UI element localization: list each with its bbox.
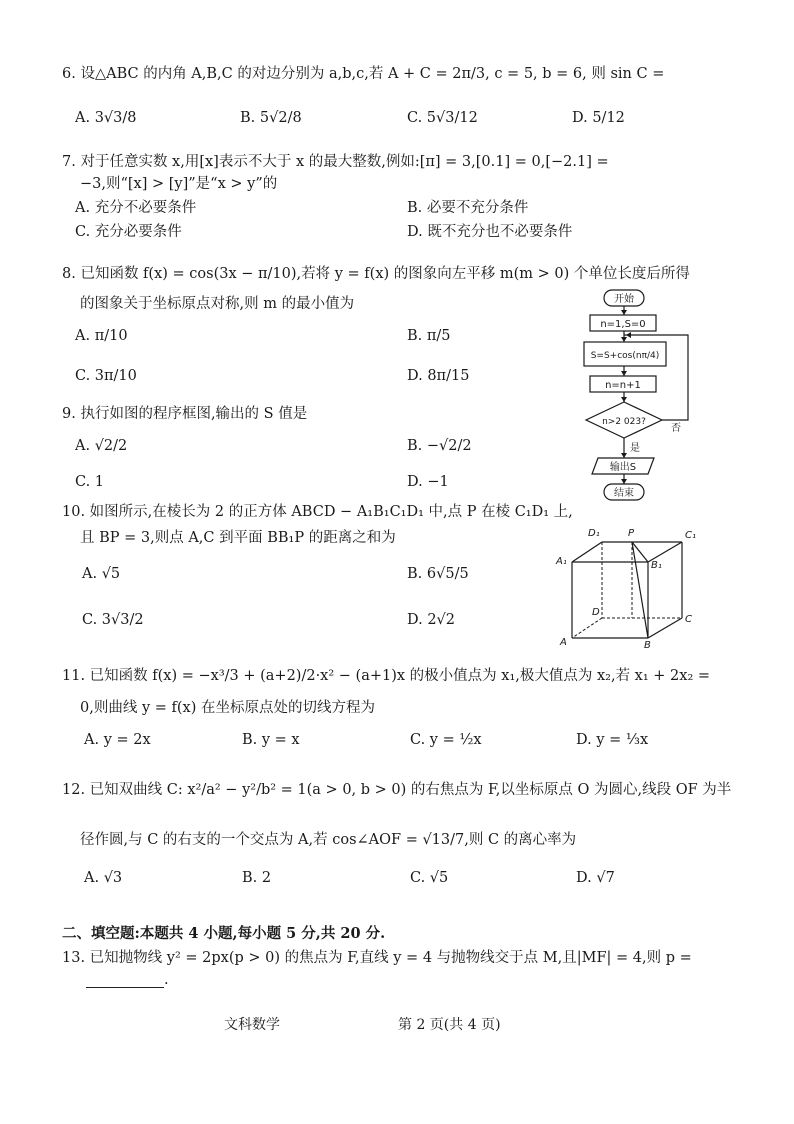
- q7-stem-line1: 7. 对于任意实数 x,用[x]表示不大于 x 的最大整数,例如:[π] = 3,[0.1] = 0,[−2.1] =: [62, 154, 609, 170]
- q9-option-a: A. √2/2: [75, 438, 128, 454]
- q11-option-d: D. y = ⅓x: [576, 732, 649, 748]
- flow-no-label: 否: [671, 423, 681, 434]
- q13-stem-line1: 13. 已知抛物线 y² = 2px(p > 0) 的焦点为 F,直线 y = 4 与抛物线交于点 M,且|MF| = 4,则 p =: [62, 950, 692, 966]
- q12-stem-line2: 径作圆,与 C 的右支的一个交点为 A,若 cos∠AOF = √13/7,则 C 的离心率为: [80, 832, 577, 848]
- q12-option-a: A. √3: [84, 870, 123, 886]
- footer-page-number: 第 2 页(共 4 页): [398, 1017, 501, 1033]
- q6-option-a: A. 3√3/8: [75, 110, 137, 126]
- section-2-heading: 二、填空题:本题共 4 小题,每小题 5 分,共 20 分.: [62, 925, 386, 942]
- flow-output-label: 输出S: [609, 462, 637, 473]
- flow-start-label: 开始: [614, 294, 634, 305]
- q7-stem-line2: −3,则“[x] > [y]”是“x > y”的: [80, 176, 278, 192]
- cube-label-d1: D₁: [588, 528, 600, 539]
- q12-stem-line1: 12. 已知双曲线 C: x²/a² − y²/b² = 1(a > 0, b > 0) 的右焦点为 F,以坐标原点 O 为圆心,线段 OF 为半: [62, 782, 732, 798]
- q8-option-c: C. 3π/10: [75, 368, 137, 384]
- q11-option-c: C. y = ½x: [410, 732, 482, 748]
- q13-answer-line: [80, 972, 169, 988]
- q10-stem-line2: 且 BP = 3,则点 A,C 到平面 BB₁P 的距离之和为: [80, 530, 396, 546]
- q12-option-d: D. √7: [576, 870, 615, 886]
- q6-option-b: B. 5√2/8: [240, 110, 302, 126]
- cube-label-c1: C₁: [685, 530, 696, 541]
- q12-option-b: B. 2: [242, 870, 272, 886]
- cube-label-b1: B₁: [651, 560, 662, 571]
- q9-option-d: D. −1: [407, 474, 449, 490]
- q10-option-a: A. √5: [82, 566, 121, 582]
- q9-option-c: C. 1: [75, 474, 105, 490]
- flow-yes-label: 是: [630, 443, 640, 454]
- flow-update-label: S=S+cos(nπ/4): [590, 351, 660, 361]
- q8-option-a: A. π/10: [75, 328, 128, 344]
- q8-option-d: D. 8π/15: [407, 368, 470, 384]
- q10-stem-line1: 10. 如图所示,在棱长为 2 的正方体 ABCD − A₁B₁C₁D₁ 中,点 P 在棱 C₁D₁ 上,: [62, 504, 573, 520]
- q6-option-d: D. 5/12: [572, 110, 625, 126]
- q11-stem-line2: 0,则曲线 y = f(x) 在坐标原点处的切线方程为: [80, 700, 375, 716]
- flow-cond-label: n>2 023?: [602, 417, 646, 427]
- q6-option-c: C. 5√3/12: [407, 110, 478, 126]
- cube-label-d: D: [592, 607, 600, 618]
- cube-label-a: A: [560, 637, 567, 648]
- flow-incr-label: n=n+1: [605, 380, 641, 391]
- q10-option-d: D. 2√2: [407, 612, 456, 628]
- q7-option-b: B. 必要不充分条件: [407, 200, 529, 216]
- cube-label-b: B: [644, 640, 651, 650]
- q9-stem: 9. 执行如图的程序框图,输出的 S 值是: [62, 406, 308, 422]
- flow-end-label: 结束: [614, 488, 634, 499]
- q8-stem-line2: 的图象关于坐标原点对称,则 m 的最小值为: [80, 296, 355, 312]
- flow-init-label: n=1,S=0: [600, 319, 646, 330]
- q11-stem-line1: 11. 已知函数 f(x) = −x³/3 + (a+2)/2·x² − (a+1)x 的极小值点为 x₁,极大值点为 x₂,若 x₁ + 2x₂ =: [62, 668, 711, 684]
- cube-diagram: [552, 520, 702, 650]
- q6-stem: 6. 设△ABC 的内角 A,B,C 的对边分别为 a,b,c,若 A + C = 2π/3, c = 5, b = 6, 则 sin C =: [62, 66, 665, 82]
- footer-subject: 文科数学: [224, 1017, 280, 1033]
- cube-label-a1: A₁: [556, 556, 567, 567]
- q13-answer-blank[interactable]: [86, 973, 164, 988]
- q12-option-c: C. √5: [410, 870, 449, 886]
- q7-option-a: A. 充分不必要条件: [75, 200, 197, 216]
- q10-option-c: C. 3√3/2: [82, 612, 144, 628]
- q7-option-c: C. 充分必要条件: [75, 224, 182, 240]
- q9-option-b: B. −√2/2: [407, 438, 472, 454]
- q11-option-b: B. y = x: [242, 732, 300, 748]
- q10-option-b: B. 6√5/5: [407, 566, 469, 582]
- flowchart-diagram: [580, 288, 700, 513]
- q8-stem-line1: 8. 已知函数 f(x) = cos(3x − π/10),若将 y = f(x) 的图象向左平移 m(m > 0) 个单位长度后所得: [62, 266, 690, 282]
- q11-option-a: A. y = 2x: [84, 732, 151, 748]
- cube-label-p: P: [628, 528, 635, 539]
- q8-option-b: B. π/5: [407, 328, 451, 344]
- q7-option-d: D. 既不充分也不必要条件: [407, 224, 573, 240]
- q13-period: .: [164, 972, 169, 988]
- cube-label-c: C: [685, 614, 692, 625]
